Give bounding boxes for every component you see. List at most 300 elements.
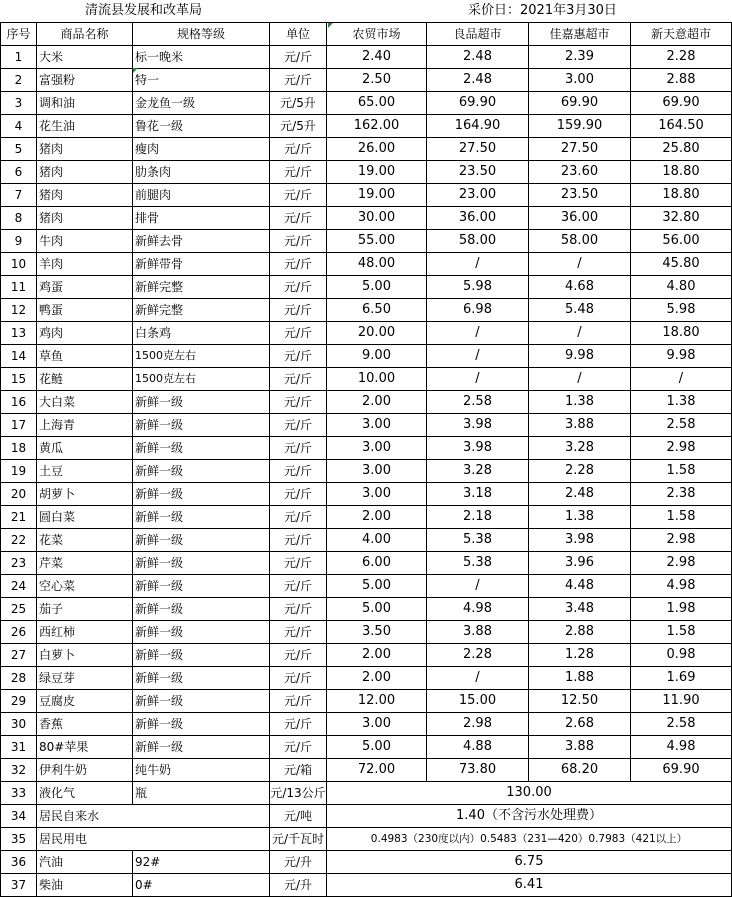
item-spec: 瘦肉 — [133, 138, 270, 161]
row-number: 36 — [1, 851, 37, 874]
item-spec: 新鲜一级 — [133, 575, 270, 598]
item-spec: 新鲜一级 — [133, 414, 270, 437]
price-cell: 1.38 — [529, 391, 631, 414]
item-spec: 新鲜一级 — [133, 506, 270, 529]
price-cell: 159.90 — [529, 115, 631, 138]
table-row — [1, 506, 732, 529]
item-unit: 元/斤 — [270, 437, 327, 460]
item-spec: 新鲜带骨 — [133, 253, 270, 276]
item-name: 猪肉 — [37, 207, 133, 230]
item-name: 羊肉 — [37, 253, 133, 276]
row-number: 16 — [1, 391, 37, 414]
item-spec: 新鲜一级 — [133, 391, 270, 414]
row-number: 9 — [1, 230, 37, 253]
price-cell: / — [529, 253, 631, 276]
item-name: 芹菜 — [37, 552, 133, 575]
price-cell: 5.38 — [427, 552, 529, 575]
item-spec: 新鲜一级 — [133, 460, 270, 483]
table-row — [1, 92, 732, 115]
price-cell: 6.50 — [327, 299, 427, 322]
price-cell: 3.88 — [427, 621, 529, 644]
table-row — [1, 253, 732, 276]
table-row — [1, 575, 732, 598]
item-name: 汽油 — [37, 851, 133, 874]
price-cell: 15.00 — [427, 690, 529, 713]
price-cell: 5.48 — [529, 299, 631, 322]
price-cell: 4.68 — [529, 276, 631, 299]
table-row — [1, 644, 732, 667]
price-cell: 2.98 — [631, 529, 732, 552]
item-unit: 元/斤 — [270, 414, 327, 437]
row-number: 8 — [1, 207, 37, 230]
price-cell: 4.80 — [631, 276, 732, 299]
item-spec: 1500克左右 — [133, 345, 270, 368]
row-number: 3 — [1, 92, 37, 115]
item-unit: 元/斤 — [270, 230, 327, 253]
table-header-row — [1, 23, 732, 46]
row-number: 21 — [1, 506, 37, 529]
item-name: 猪肉 — [37, 138, 133, 161]
row-number: 10 — [1, 253, 37, 276]
table-row — [1, 391, 732, 414]
item-spec: 新鲜一级 — [133, 529, 270, 552]
item-spec: 新鲜一级 — [133, 437, 270, 460]
price-cell: 2.39 — [529, 46, 631, 69]
item-spec: 新鲜一级 — [133, 690, 270, 713]
table-row — [1, 115, 732, 138]
item-spec: 瓶 — [133, 782, 270, 805]
item-unit: 元/斤 — [270, 621, 327, 644]
table-row — [1, 161, 732, 184]
price-cell: 3.18 — [427, 483, 529, 506]
price-cell: 9.98 — [529, 345, 631, 368]
row-number: 7 — [1, 184, 37, 207]
row-number: 23 — [1, 552, 37, 575]
price-cell: / — [427, 575, 529, 598]
item-name: 胡萝卜 — [37, 483, 133, 506]
row-number: 27 — [1, 644, 37, 667]
item-unit: 元/斤 — [270, 207, 327, 230]
price-cell: 3.00 — [327, 414, 427, 437]
table-row — [1, 322, 732, 345]
row-number: 28 — [1, 667, 37, 690]
row-number: 32 — [1, 759, 37, 782]
item-unit: 元/斤 — [270, 345, 327, 368]
item-spec: 92# — [133, 851, 270, 874]
price-cell: 10.00 — [327, 368, 427, 391]
price-cell: 69.90 — [427, 92, 529, 115]
item-unit: 元/升 — [270, 874, 327, 897]
item-unit: 元/斤 — [270, 299, 327, 322]
table-row — [1, 138, 732, 161]
merged-price-cell: 6.41 — [327, 874, 732, 897]
item-unit: 元/斤 — [270, 161, 327, 184]
item-spec: 1500克左右 — [133, 368, 270, 391]
item-name: 大白菜 — [37, 391, 133, 414]
price-cell: 1.58 — [631, 506, 732, 529]
price-cell: 2.98 — [427, 713, 529, 736]
price-cell: 5.38 — [427, 529, 529, 552]
table-row — [1, 851, 732, 874]
item-spec: 新鲜完整 — [133, 276, 270, 299]
price-cell: 23.50 — [427, 161, 529, 184]
price-cell: 2.28 — [529, 460, 631, 483]
item-unit: 元/斤 — [270, 368, 327, 391]
price-cell: 58.00 — [427, 230, 529, 253]
item-spec: 新鲜一级 — [133, 483, 270, 506]
row-number: 37 — [1, 874, 37, 897]
price-cell: 4.48 — [529, 575, 631, 598]
price-cell: 36.00 — [529, 207, 631, 230]
row-number: 35 — [1, 828, 37, 851]
row-number: 17 — [1, 414, 37, 437]
price-cell: 1.69 — [631, 667, 732, 690]
item-unit: 元/斤 — [270, 391, 327, 414]
row-number: 33 — [1, 782, 37, 805]
price-cell: 5.98 — [427, 276, 529, 299]
price-cell: 1.38 — [631, 391, 732, 414]
price-cell: 23.50 — [529, 184, 631, 207]
price-cell: 2.88 — [631, 69, 732, 92]
price-cell: 5.00 — [327, 598, 427, 621]
col-header: 新天意超市 — [631, 23, 732, 46]
table-row — [1, 552, 732, 575]
price-cell: 3.50 — [327, 621, 427, 644]
item-unit: 元/吨 — [270, 805, 327, 828]
merged-price-cell: 1.40（不含污水处理费） — [327, 805, 732, 828]
item-name: 西红柿 — [37, 621, 133, 644]
price-cell: 2.40 — [327, 46, 427, 69]
price-cell: 20.00 — [327, 322, 427, 345]
item-name: 花生油 — [37, 115, 133, 138]
item-spec: 新鲜完整 — [133, 299, 270, 322]
item-unit: 元/箱 — [270, 759, 327, 782]
item-unit: 元/斤 — [270, 552, 327, 575]
price-cell: 36.00 — [427, 207, 529, 230]
price-cell: 2.50 — [327, 69, 427, 92]
table-row — [1, 598, 732, 621]
item-name: 茄子 — [37, 598, 133, 621]
row-number: 19 — [1, 460, 37, 483]
item-name: 富强粉 — [37, 69, 133, 92]
price-cell: 3.00 — [327, 460, 427, 483]
item-spec: 标一晚米 — [133, 46, 270, 69]
price-cell: 65.00 — [327, 92, 427, 115]
row-number: 25 — [1, 598, 37, 621]
item-unit: 元/斤 — [270, 713, 327, 736]
col-header: 商品名称 — [37, 23, 133, 46]
price-cell: 48.00 — [327, 253, 427, 276]
price-cell: 56.00 — [631, 230, 732, 253]
item-unit: 元/斤 — [270, 138, 327, 161]
item-name: 猪肉 — [37, 161, 133, 184]
price-cell: 32.80 — [631, 207, 732, 230]
price-cell: 3.00 — [327, 483, 427, 506]
price-cell: 4.98 — [631, 575, 732, 598]
price-cell: 4.88 — [427, 736, 529, 759]
table-row — [1, 207, 732, 230]
price-cell: / — [427, 345, 529, 368]
table-row — [1, 874, 732, 897]
price-cell: 2.18 — [427, 506, 529, 529]
item-name: 土豆 — [37, 460, 133, 483]
price-cell: 2.38 — [631, 483, 732, 506]
item-unit: 元/斤 — [270, 46, 327, 69]
item-unit: 元/斤 — [270, 575, 327, 598]
price-cell: 2.98 — [631, 552, 732, 575]
price-cell: 18.80 — [631, 161, 732, 184]
price-cell: 2.58 — [631, 713, 732, 736]
price-cell: 3.98 — [427, 437, 529, 460]
item-spec: 新鲜一级 — [133, 598, 270, 621]
price-cell: 68.20 — [529, 759, 631, 782]
item-unit: 元/5升 — [270, 115, 327, 138]
price-cell: 3.00 — [327, 713, 427, 736]
item-unit: 元/斤 — [270, 598, 327, 621]
item-name: 花菜 — [37, 529, 133, 552]
price-cell: 18.80 — [631, 184, 732, 207]
table-row — [1, 713, 732, 736]
price-cell: 4.98 — [631, 736, 732, 759]
row-number: 1 — [1, 46, 37, 69]
item-name: 居民自来水 — [37, 805, 270, 828]
row-number: 6 — [1, 161, 37, 184]
price-cell: 2.00 — [327, 644, 427, 667]
col-header: 良品超市 — [427, 23, 529, 46]
table-row — [1, 805, 732, 828]
price-cell: 25.80 — [631, 138, 732, 161]
item-spec: 新鲜去骨 — [133, 230, 270, 253]
table-row — [1, 345, 732, 368]
price-cell: 18.80 — [631, 322, 732, 345]
price-cell: 26.00 — [327, 138, 427, 161]
row-number: 30 — [1, 713, 37, 736]
price-cell: 2.00 — [327, 391, 427, 414]
item-name: 上海青 — [37, 414, 133, 437]
col-header: 规格等级 — [133, 23, 270, 46]
price-cell: / — [427, 253, 529, 276]
item-spec: 排骨 — [133, 207, 270, 230]
table-row — [1, 759, 732, 782]
price-cell: / — [529, 322, 631, 345]
price-cell: 27.50 — [427, 138, 529, 161]
comment-marker-icon — [328, 23, 333, 28]
table-row — [1, 230, 732, 253]
table-row — [1, 483, 732, 506]
price-cell: 3.28 — [427, 460, 529, 483]
item-name: 圆白菜 — [37, 506, 133, 529]
item-name: 香蕉 — [37, 713, 133, 736]
item-name: 调和油 — [37, 92, 133, 115]
price-cell: 69.90 — [631, 759, 732, 782]
item-name: 液化气 — [37, 782, 133, 805]
item-name: 猪肉 — [37, 184, 133, 207]
item-unit: 元/5升 — [270, 92, 327, 115]
table-row — [1, 69, 732, 92]
org-title: 清流县发展和改革局 — [85, 3, 203, 18]
table-row — [1, 690, 732, 713]
item-spec: 新鲜一级 — [133, 552, 270, 575]
table-row — [1, 414, 732, 437]
item-spec: 鲁花一级 — [133, 115, 270, 138]
price-cell: 55.00 — [327, 230, 427, 253]
row-number: 26 — [1, 621, 37, 644]
row-number: 34 — [1, 805, 37, 828]
price-cell: 2.48 — [427, 46, 529, 69]
item-unit: 元/斤 — [270, 483, 327, 506]
table-row — [1, 299, 732, 322]
price-cell: 2.68 — [529, 713, 631, 736]
price-cell: 72.00 — [327, 759, 427, 782]
table-row — [1, 460, 732, 483]
item-unit: 元/斤 — [270, 736, 327, 759]
price-cell: 5.98 — [631, 299, 732, 322]
price-cell: 69.90 — [631, 92, 732, 115]
price-cell: 164.50 — [631, 115, 732, 138]
merged-price-cell: 6.75 — [327, 851, 732, 874]
price-cell: 3.88 — [529, 736, 631, 759]
col-header: 序号 — [1, 23, 37, 46]
table-row — [1, 736, 732, 759]
price-cell: 3.88 — [529, 414, 631, 437]
row-number: 29 — [1, 690, 37, 713]
row-number: 14 — [1, 345, 37, 368]
price-cell: 162.00 — [327, 115, 427, 138]
item-unit: 元/斤 — [270, 644, 327, 667]
row-number: 5 — [1, 138, 37, 161]
item-name: 白萝卜 — [37, 644, 133, 667]
price-cell: 5.00 — [327, 575, 427, 598]
table-row — [1, 437, 732, 460]
price-cell: 3.00 — [327, 437, 427, 460]
item-name: 大米 — [37, 46, 133, 69]
item-name: 鸡蛋 — [37, 276, 133, 299]
item-name: 80#苹果 — [37, 736, 133, 759]
price-cell: 1.28 — [529, 644, 631, 667]
price-cell: 4.00 — [327, 529, 427, 552]
item-spec: 白条鸡 — [133, 322, 270, 345]
price-cell: / — [427, 667, 529, 690]
price-cell: 45.80 — [631, 253, 732, 276]
merged-price-cell: 0.4983（230度以内）0.5483（231—420）0.7983（421以上） — [327, 828, 732, 851]
item-unit: 元/斤 — [270, 69, 327, 92]
item-spec: 新鲜一级 — [133, 667, 270, 690]
price-cell: 3.98 — [427, 414, 529, 437]
table-row — [1, 782, 732, 805]
item-name: 鸭蛋 — [37, 299, 133, 322]
item-name: 牛肉 — [37, 230, 133, 253]
item-spec: 特一 — [133, 69, 270, 92]
price-cell: 0.98 — [631, 644, 732, 667]
row-number: 24 — [1, 575, 37, 598]
item-spec: 金龙鱼一级 — [133, 92, 270, 115]
price-cell: 2.58 — [631, 414, 732, 437]
item-spec: 新鲜一级 — [133, 736, 270, 759]
item-name: 空心菜 — [37, 575, 133, 598]
price-cell: 3.28 — [529, 437, 631, 460]
table-row — [1, 368, 732, 391]
price-cell: 3.96 — [529, 552, 631, 575]
item-spec: 新鲜一级 — [133, 621, 270, 644]
row-number: 13 — [1, 322, 37, 345]
price-cell: 2.98 — [631, 437, 732, 460]
item-unit: 元/斤 — [270, 667, 327, 690]
price-cell: 58.00 — [529, 230, 631, 253]
item-unit: 元/斤 — [270, 460, 327, 483]
price-cell: 5.00 — [327, 276, 427, 299]
item-name: 伊利牛奶 — [37, 759, 133, 782]
title-row — [0, 0, 732, 22]
price-cell: 12.00 — [327, 690, 427, 713]
item-unit: 元/斤 — [270, 276, 327, 299]
price-cell: 12.50 — [529, 690, 631, 713]
item-unit: 元/13公斤 — [270, 782, 327, 805]
price-cell: 2.48 — [427, 69, 529, 92]
table-row — [1, 184, 732, 207]
price-cell: / — [529, 368, 631, 391]
table-row — [1, 828, 732, 851]
price-cell: 73.80 — [427, 759, 529, 782]
price-cell: 1.98 — [631, 598, 732, 621]
item-name: 草鱼 — [37, 345, 133, 368]
item-spec: 0# — [133, 874, 270, 897]
price-cell: 1.58 — [631, 621, 732, 644]
price-cell: 11.90 — [631, 690, 732, 713]
table-row — [1, 621, 732, 644]
item-name: 绿豆芽 — [37, 667, 133, 690]
item-unit: 元/斤 — [270, 506, 327, 529]
item-unit: 元/斤 — [270, 529, 327, 552]
price-cell: 9.00 — [327, 345, 427, 368]
col-header: 佳嘉惠超市 — [529, 23, 631, 46]
price-cell: 2.48 — [529, 483, 631, 506]
price-cell: 2.58 — [427, 391, 529, 414]
price-cell: 9.98 — [631, 345, 732, 368]
price-cell: 2.00 — [327, 667, 427, 690]
row-number: 20 — [1, 483, 37, 506]
price-cell: 2.28 — [631, 46, 732, 69]
item-spec: 纯牛奶 — [133, 759, 270, 782]
row-number: 2 — [1, 69, 37, 92]
price-cell: 1.88 — [529, 667, 631, 690]
price-cell: 19.00 — [327, 184, 427, 207]
price-cell: 30.00 — [327, 207, 427, 230]
price-cell: 69.90 — [529, 92, 631, 115]
item-unit: 元/斤 — [270, 690, 327, 713]
price-cell: 27.50 — [529, 138, 631, 161]
item-unit: 元/升 — [270, 851, 327, 874]
item-name: 黄瓜 — [37, 437, 133, 460]
row-number: 18 — [1, 437, 37, 460]
row-number: 22 — [1, 529, 37, 552]
table-row — [1, 667, 732, 690]
price-cell: 6.98 — [427, 299, 529, 322]
price-cell: 23.00 — [427, 184, 529, 207]
survey-date: 采价日：2021年3月30日 — [468, 3, 617, 18]
price-cell: 2.28 — [427, 644, 529, 667]
price-cell: / — [631, 368, 732, 391]
row-number: 4 — [1, 115, 37, 138]
price-cell: 4.98 — [427, 598, 529, 621]
item-name: 花鲢 — [37, 368, 133, 391]
table-row — [1, 529, 732, 552]
item-name: 鸡肉 — [37, 322, 133, 345]
price-cell: 19.00 — [327, 161, 427, 184]
price-cell: 3.48 — [529, 598, 631, 621]
col-header: 农贸市场 — [327, 23, 427, 46]
table-row — [1, 276, 732, 299]
price-cell: 1.58 — [631, 460, 732, 483]
